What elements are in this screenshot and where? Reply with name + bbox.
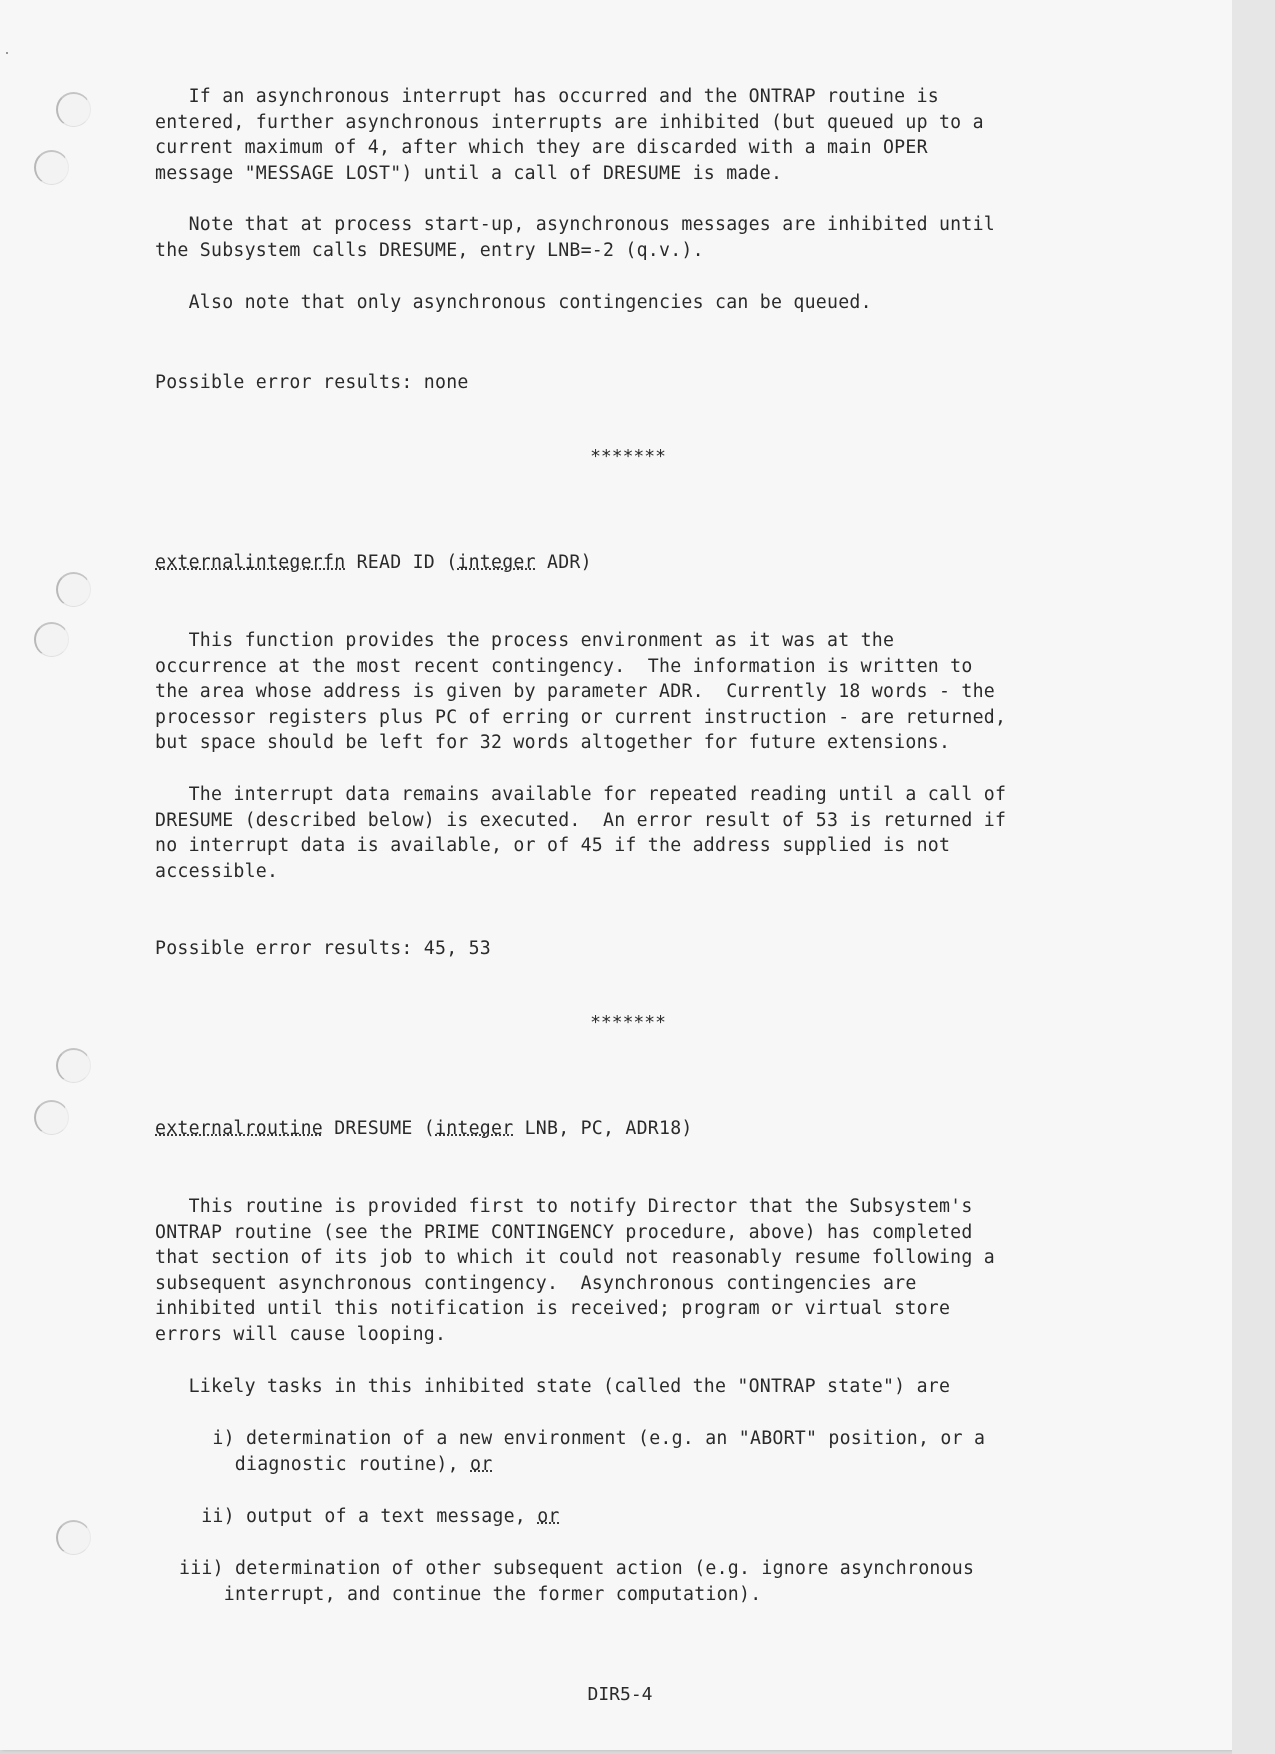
paragraph-interrupt-data: The interrupt data remains available for repeated reading until a call of DRESUME (described below) is executed. An error result of 53 is returned if no interrupt data is available, or of 45 if the address supplied is not accessible.	[155, 784, 1007, 882]
or-keyword: or	[537, 1506, 560, 1527]
punch-hole-6	[34, 1100, 69, 1135]
paragraph-startup-note: Note that at process start-up, asynchronous messages are inhibited until the Subsystem calls DRESUME, entry LNB=-2 (q.v.).	[155, 214, 995, 261]
paragraph-dresume-description: This routine is provided first to notify Director that the Subsystem's ONTRAP routine (see the PRIME CONTINGENCY procedure, above) has completed that section of its job to which it could not reasonably resume following a subsequent asynchronous contingency. Asynchronous contingencies are inhibited until this notification is received; program or virtual store errors will cause looping.	[155, 1196, 995, 1345]
separator-stars-2: *******	[590, 1012, 666, 1033]
read-id-name: READ ID (	[345, 552, 458, 573]
list-item-iii: iii) determination of other subsequent action (e.g. ignore asynchronous interrupt, and continue the former computation).	[179, 1558, 975, 1605]
paragraph-read-id-description: This function provides the process environment as it was at the occurrence at the most recent contingency. The information is written to the area whose address is given by parameter ADR. Currently 18 words - the processor registers plus PC of erring or current instruction - are returned, but space should be left for 32 words altogether for future extensions.	[155, 630, 1007, 753]
paragraph-likely-tasks: Likely tasks in this inhibited state (called the "ONTRAP state") are	[155, 1376, 951, 1397]
read-id-signature	[155, 550, 592, 576]
error-results-none: Possible error results: none	[155, 372, 469, 393]
keyword-externalroutine: externalroutine	[155, 1118, 323, 1139]
keyword-externalintegerfn: externalintegerfn	[155, 552, 346, 573]
keyword-integer-2: integer	[435, 1118, 514, 1139]
list-number: ii)	[190, 1506, 235, 1527]
punch-hole-3	[56, 572, 91, 607]
scan-edge	[1232, 0, 1275, 1754]
list-number: iii)	[179, 1558, 224, 1579]
paragraph-async-interrupt: If an asynchronous interrupt has occurred and the ONTRAP routine is entered, further asynchronous interrupts are inhibited (but queued up to a current maximum of 4, after which they are discarded with a main OPER message "MESSAGE LOST") until a call of DRESUME is made.	[155, 86, 984, 184]
dresume-name: DRESUME (	[323, 1118, 435, 1139]
or-keyword: or	[470, 1453, 493, 1475]
scan-speck	[6, 52, 8, 54]
separator-stars: *******	[590, 446, 666, 467]
paragraph-queue-note: Also note that only asynchronous contingencies can be queued.	[155, 292, 872, 313]
list-number: i)	[190, 1428, 235, 1449]
dresume-signature	[155, 1116, 693, 1142]
error-results-45-53: Possible error results: 45, 53	[155, 938, 491, 959]
punch-hole-7	[56, 1520, 91, 1555]
punch-hole-1	[56, 92, 91, 127]
punch-hole-5	[56, 1048, 91, 1083]
list-item-ii: ii) output of a text message, or	[190, 1506, 560, 1527]
punch-hole-4	[34, 622, 69, 657]
read-id-params: ADR)	[535, 552, 592, 573]
page-footer: DIR5-4	[587, 1684, 653, 1705]
list-item-i: i) determination of a new environment (e.g. an "ABORT" position, or a diagnostic routine), or	[190, 1428, 986, 1475]
punch-hole-2	[34, 150, 69, 185]
keyword-integer: integer	[457, 552, 536, 573]
dresume-params: LNB, PC, ADR18)	[513, 1118, 693, 1139]
